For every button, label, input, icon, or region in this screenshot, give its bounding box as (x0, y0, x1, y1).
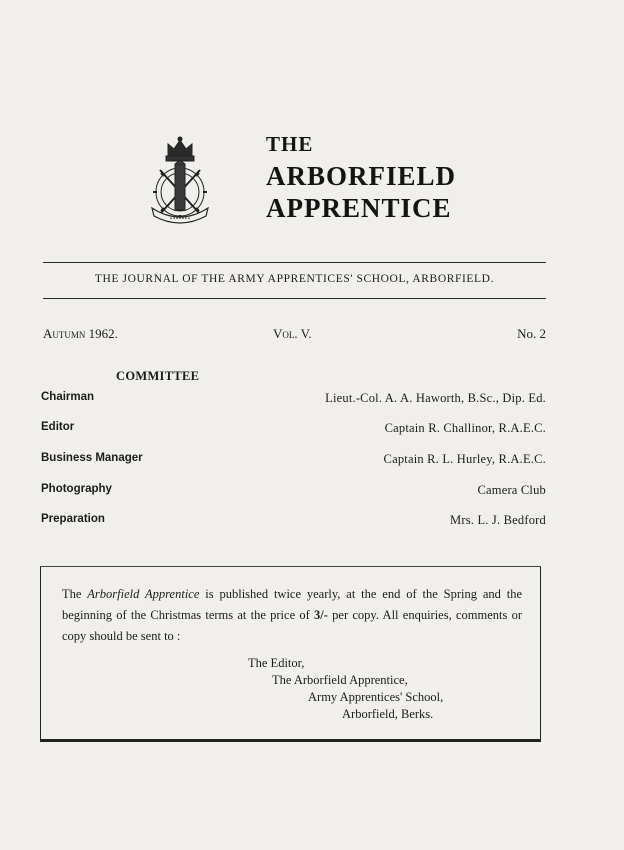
journal-subtitle: THE JOURNAL OF THE ARMY APPRENTICES' SCHOOL, ARBORFIELD. (94, 273, 495, 285)
army-apprentices-crest-icon (146, 134, 214, 226)
committee-role: Preparation (41, 513, 105, 525)
committee-role: Photography (41, 483, 112, 495)
address-line: Arborfield, Berks. (342, 707, 434, 721)
address-line: The Arborfield Apprentice, (272, 673, 408, 687)
committee-row-photography (41, 483, 546, 503)
volume-number: V. (300, 326, 312, 341)
title-line-arborfield: ARBORFIELD (266, 161, 457, 191)
notice-journal-name: Arborfield Apprentice (87, 587, 200, 601)
committee-heading: COMMITTEE (116, 369, 200, 383)
publication-notice-box (40, 566, 541, 740)
committee-row-chairman (41, 391, 546, 411)
committee-role: Business Manager (41, 452, 143, 464)
committee-name: Camera Club (477, 483, 546, 497)
notice-price: 3/- (314, 608, 328, 622)
issue-date (43, 326, 118, 342)
committee-name: Lieut.-Col. A. A. Haworth, B.Sc., Dip. Ed. (325, 391, 546, 405)
address-line: The Editor, (248, 656, 305, 670)
volume-prefix: Vol. (273, 326, 298, 341)
committee-row-editor (41, 421, 546, 441)
address-line: Army Apprentices' School, (308, 690, 444, 704)
svg-text:•••••••: ••••••• (169, 216, 191, 222)
top-rule (43, 262, 546, 263)
issue-number: No. 2 (517, 326, 546, 341)
committee-row-business-manager (41, 452, 546, 472)
committee-name: Captain R. L. Hurley, R.A.E.C. (383, 452, 546, 466)
bottom-rule (43, 298, 546, 299)
committee-role: Chairman (41, 391, 95, 403)
committee-name: Captain R. Challinor, R.A.E.C. (384, 421, 546, 435)
publication-notice-text (62, 584, 522, 647)
issue-season: Autumn (43, 326, 86, 341)
committee-name: Mrs. L. J. Bedford (450, 513, 546, 527)
issue-volume (273, 326, 312, 342)
notice-text-end: per copy. All enquiries, comments or copy should be sent to : (62, 608, 522, 643)
title-line-apprentice: APPRENTICE (266, 193, 452, 223)
masthead-title (266, 128, 456, 224)
committee-row-preparation (41, 513, 546, 533)
committee-role: Editor (41, 421, 75, 433)
title-line-the: THE (266, 132, 314, 156)
notice-text-middle: is published twice yearly, at the end of the Spring and the beginning of the Christmas terms at the price of (62, 587, 522, 622)
notice-text-start: The (62, 587, 88, 601)
issue-year: 1962. (88, 326, 118, 341)
